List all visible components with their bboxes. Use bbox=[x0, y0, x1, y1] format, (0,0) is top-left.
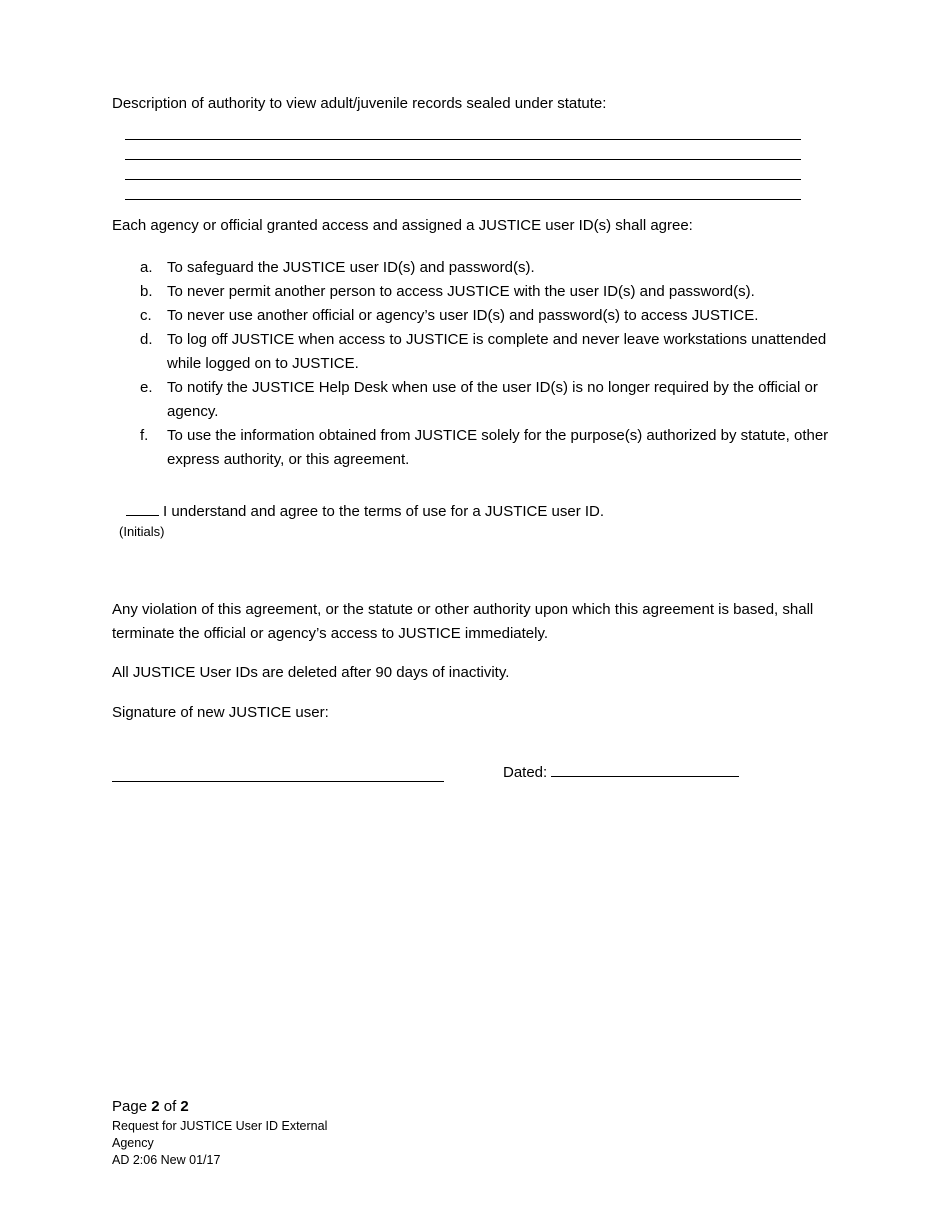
signature-field[interactable] bbox=[112, 781, 444, 782]
page-word: Page bbox=[112, 1098, 148, 1115]
list-item bbox=[140, 256, 860, 280]
list-item-text: To notify the JUSTICE Help Desk when use of the user ID(s) is no longer required by the official or agency. bbox=[167, 379, 818, 420]
inactivity-notice: All JUSTICE User IDs are deleted after 90 days of inactivity. bbox=[112, 664, 510, 681]
date-field[interactable] bbox=[551, 760, 739, 777]
description-title: Description of authority to view adult/juvenile records sealed under statute: bbox=[112, 95, 607, 112]
description-line-2[interactable] bbox=[125, 159, 801, 160]
dated-label: Dated: bbox=[503, 764, 548, 781]
form-code: AD 2:06 New 01/17 bbox=[112, 1153, 221, 1167]
list-marker: c. bbox=[140, 307, 152, 324]
page-footer bbox=[112, 1096, 352, 1169]
agreement-list bbox=[140, 256, 860, 472]
list-marker: a. bbox=[140, 259, 153, 276]
list-item bbox=[140, 424, 860, 472]
list-item-text: To safeguard the JUSTICE user ID(s) and password(s). bbox=[167, 259, 535, 276]
list-item-text: To never permit another person to access JUSTICE with the user ID(s) and password(s). bbox=[167, 283, 755, 300]
understand-statement: I understand and agree to the terms of use for a JUSTICE user ID. bbox=[163, 503, 605, 520]
description-line-4[interactable] bbox=[125, 199, 801, 200]
list-item-text: To log off JUSTICE when access to JUSTICE is complete and never leave workstations unattended while logged on to JUSTICE. bbox=[167, 331, 827, 372]
list-item bbox=[140, 376, 860, 424]
list-marker: b. bbox=[140, 283, 153, 300]
list-marker: e. bbox=[140, 379, 153, 396]
list-item-text: To use the information obtained from JUSTICE solely for the purpose(s) authorized by statute, other express authority, or this agreement. bbox=[167, 427, 829, 468]
list-item bbox=[140, 304, 860, 328]
list-item bbox=[140, 328, 860, 376]
page-total: 2 bbox=[180, 1098, 189, 1115]
list-marker: f. bbox=[140, 427, 149, 444]
form-title: Request for JUSTICE User ID External Agency bbox=[112, 1119, 328, 1150]
agreement-intro: Each agency or official granted access and assigned a JUSTICE user ID(s) shall agree: bbox=[112, 217, 693, 234]
of-word: of bbox=[163, 1098, 177, 1115]
violation-notice: Any violation of this agreement, or the statute or other authority upon which this agreement is based, shall terminate the official or agency’s access to JUSTICE immediately. bbox=[112, 601, 814, 642]
dated-line bbox=[503, 760, 739, 785]
list-marker: d. bbox=[140, 331, 153, 348]
list-item-text: To never use another official or agency’s user ID(s) and password(s) to access JUSTICE. bbox=[167, 307, 759, 324]
description-line-1[interactable] bbox=[125, 139, 801, 140]
initials-agreement-line bbox=[126, 500, 604, 524]
page-current: 2 bbox=[151, 1098, 160, 1115]
list-item bbox=[140, 280, 860, 304]
signature-label: Signature of new JUSTICE user: bbox=[112, 704, 329, 721]
description-line-3[interactable] bbox=[125, 179, 801, 180]
initials-field[interactable] bbox=[126, 501, 159, 516]
page-number bbox=[112, 1096, 352, 1118]
initials-label: (Initials) bbox=[119, 524, 165, 539]
